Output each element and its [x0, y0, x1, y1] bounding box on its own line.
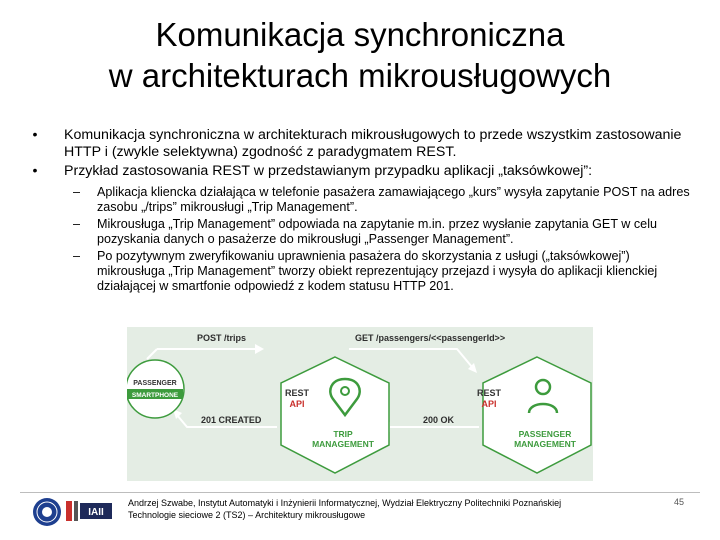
bullet-item	[30, 127, 690, 161]
get-label: GET /passengers/<<passengerId>>	[355, 333, 506, 343]
bullet-text: Komunikacja synchroniczna w architekturach mikrousługowych to przede wszystkim zastosowanie HTTP i (zwykle selektywna) zgodność z paradygmatem REST.	[64, 127, 682, 160]
bullet-list	[30, 127, 690, 296]
footer-author: Andrzej Szwabe, Instytut Automatyki i Inżynierii Informatycznej, Wydział Elektryczny Politechniki Poznańskiej	[128, 498, 562, 508]
passenger-smartphone-node	[127, 360, 184, 418]
footer-course: Technologie sieciowe 2 (TS2) – Architektury mikrousługowe	[128, 510, 366, 520]
pm-api-label: API	[481, 399, 497, 409]
bullet-text: Przykład zastosowania REST w przedstawianym przypadku aplikacji „taksówkowej”:	[64, 163, 593, 179]
subbullet-text: Mikrousługa „Trip Management” odpowiada na zapytanie m.in. przez wysłanie zapytania GET w celu pozyskania danych o pasażerze do mikrousługi „Passenger Management”.	[97, 217, 657, 246]
slide-title	[0, 14, 720, 96]
pm-management-label: MANAGEMENT	[514, 439, 576, 449]
bullet-symbol: •	[32, 127, 38, 143]
ok-label: 200 OK	[423, 415, 455, 425]
trip-api-label: API	[289, 399, 305, 409]
bullet-item	[30, 163, 690, 180]
architecture-diagram	[127, 327, 593, 481]
title-line-2: w architekturach mikrousługowych	[108, 57, 612, 94]
trip-management-label: MANAGEMENT	[312, 439, 374, 449]
passenger-label: PASSENGER	[133, 380, 177, 387]
page-number: 45	[674, 497, 685, 507]
subbullet-item	[30, 185, 690, 215]
created-label: 201 CREATED	[201, 415, 262, 425]
bullet-symbol: •	[32, 163, 38, 179]
trip-rest-label: REST	[284, 388, 310, 398]
subbullet-item	[30, 249, 690, 294]
dash-symbol: –	[73, 217, 81, 231]
post-label: POST /trips	[197, 333, 247, 343]
footer-text	[128, 497, 561, 521]
pm-label: PASSENGER	[518, 429, 572, 439]
subbullet-text: Aplikacja kliencka działająca w telefonie pasażera zamawiającego „kurs” wysyła zapytanie POST na adres zasobu „/trips” mikrousługi „Trip Management”.	[97, 185, 690, 214]
pm-rest-label: REST	[476, 388, 502, 398]
smartphone-label: SMARTPHONE	[131, 392, 179, 399]
dash-symbol: –	[73, 249, 81, 263]
dash-symbol: –	[73, 185, 81, 199]
title-line-1: Komunikacja synchroniczna	[155, 16, 565, 53]
subbullet-text: Po pozytywnym zweryfikowaniu uprawnienia pasażera do skorzystania z usługi („taksówkowej”) mikrousługa „Trip Management” tworzy obiekt reprezentujący przejazd i wysyła do aplikacji klienckiej działającej w smartfonie odpowiedź z kodem statusu HTTP 201.	[97, 249, 658, 293]
iaii-logo-icon	[66, 499, 114, 523]
trip-label: TRIP	[333, 429, 353, 439]
university-seal-icon	[32, 497, 62, 527]
logo-text: IAII	[88, 507, 104, 518]
footer-divider	[20, 492, 700, 493]
subbullet-item	[30, 217, 690, 247]
